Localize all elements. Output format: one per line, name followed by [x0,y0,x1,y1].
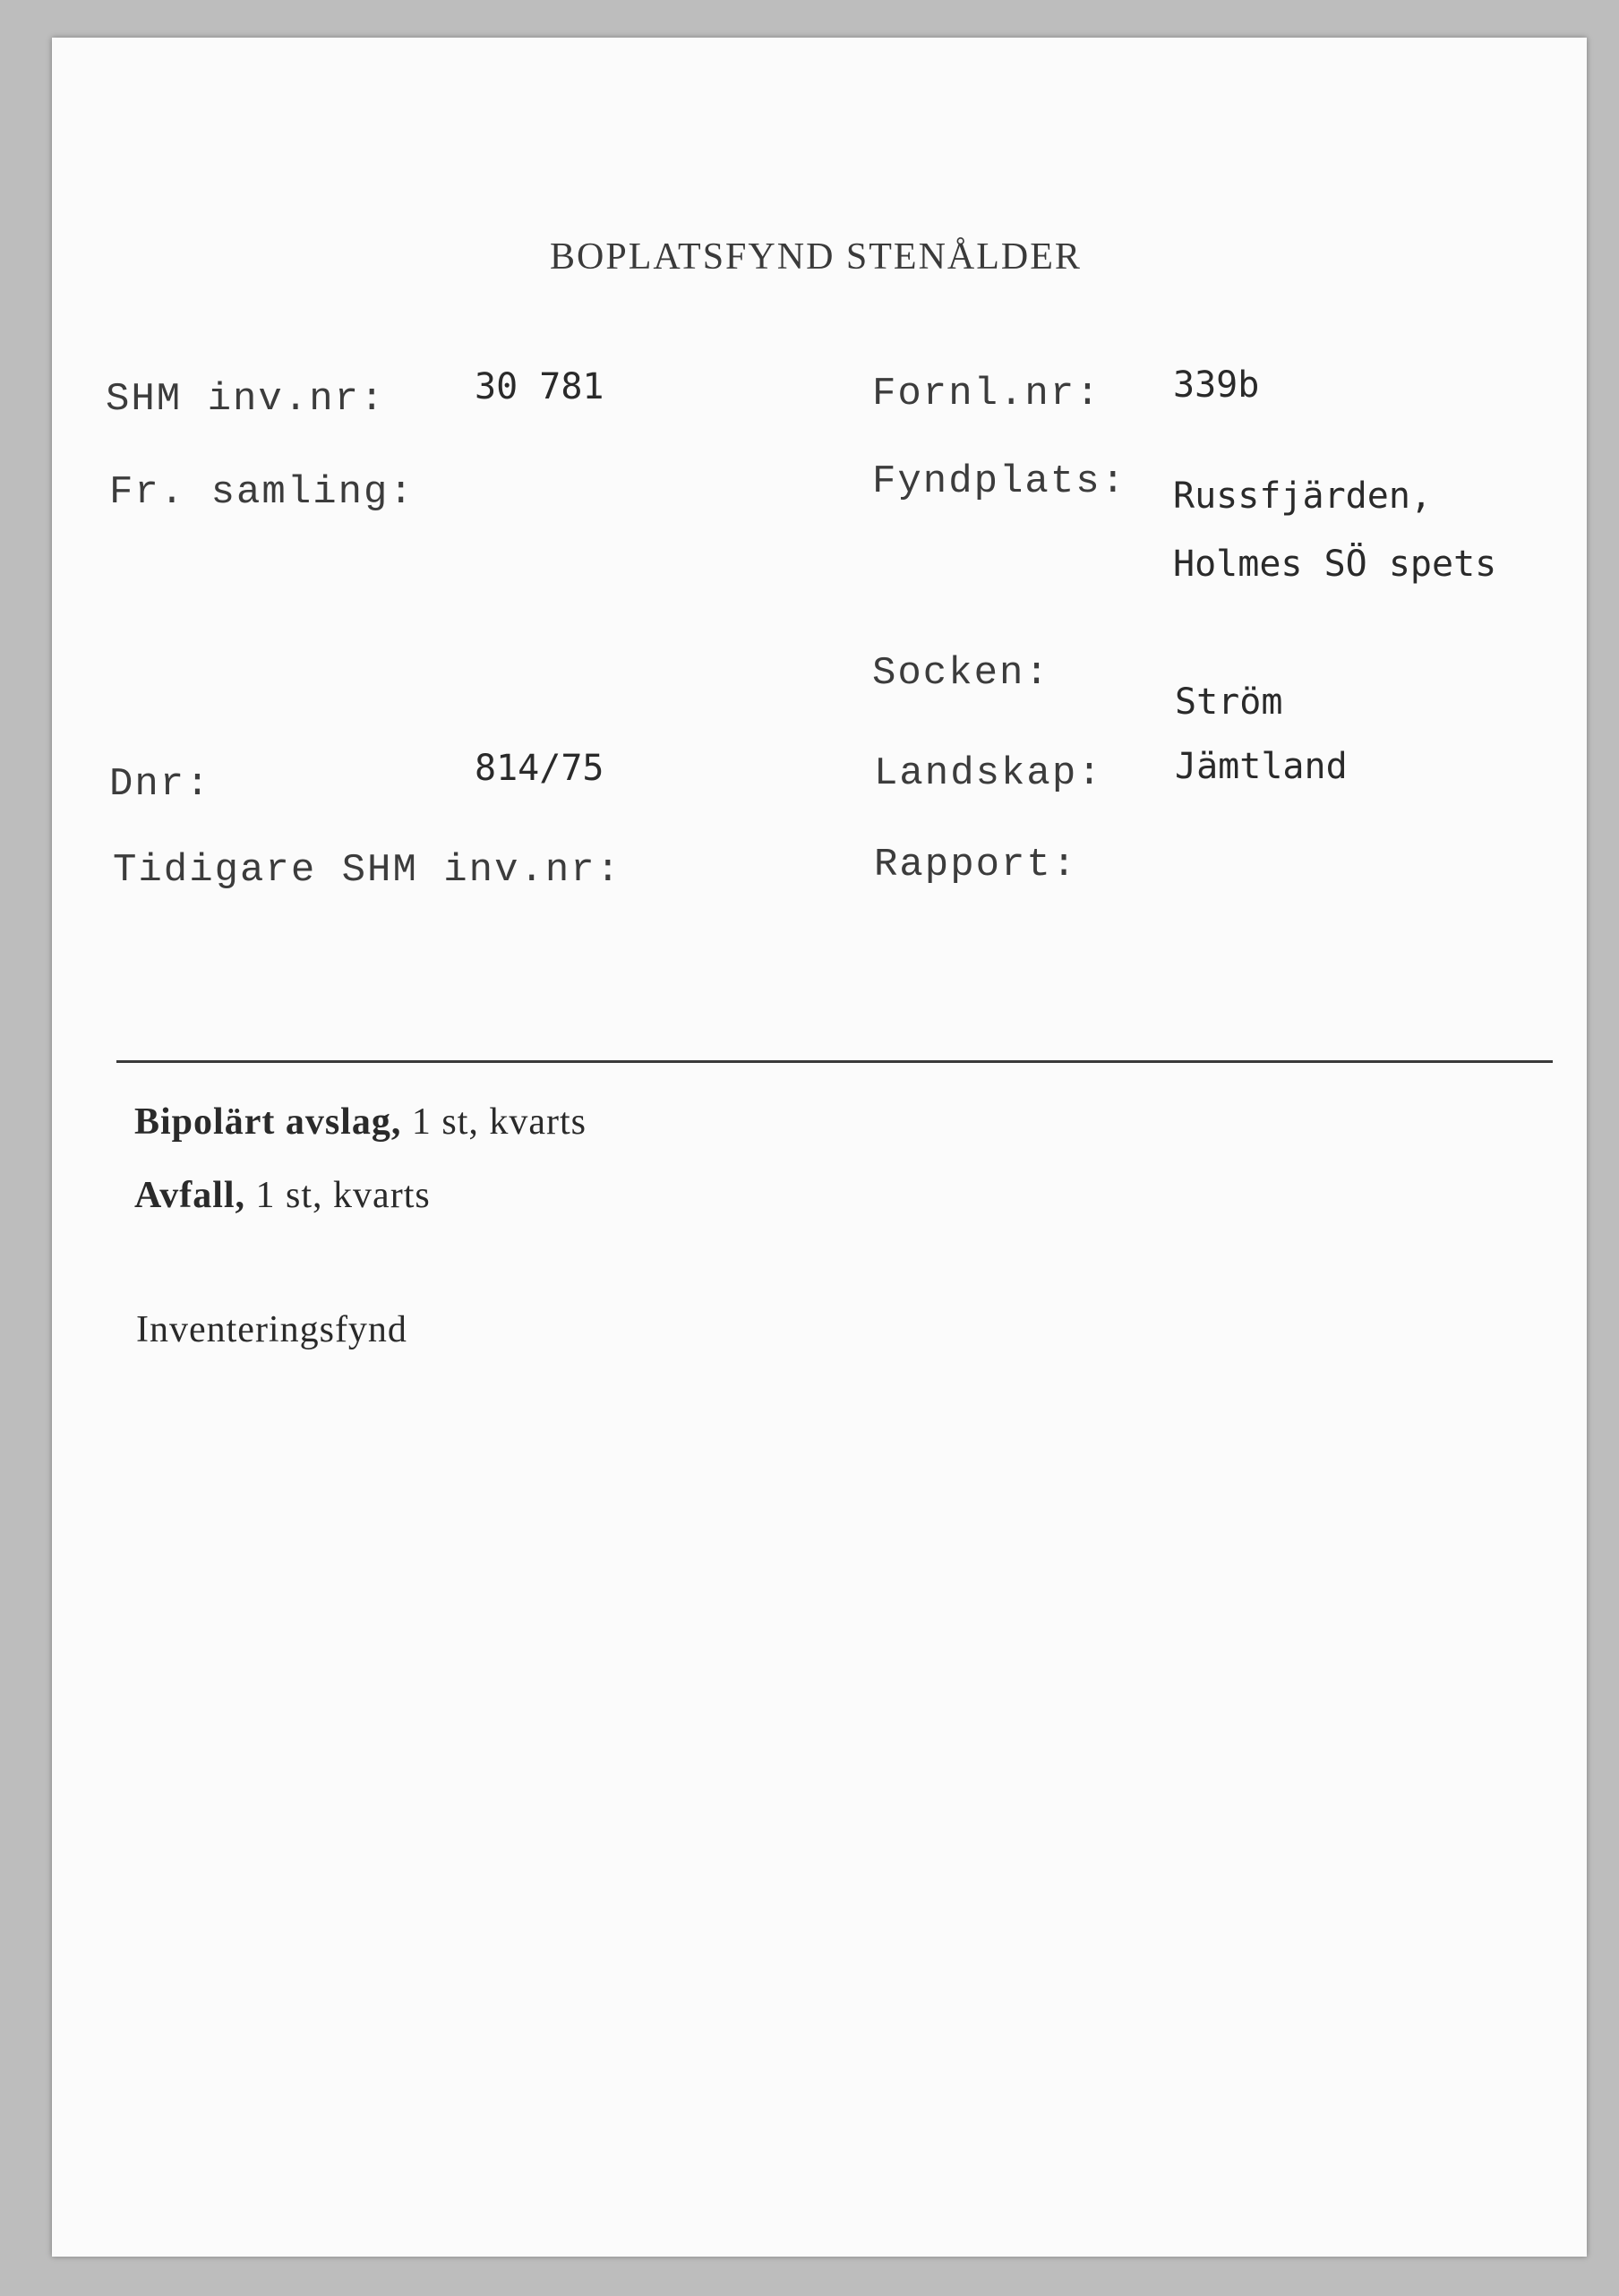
socken-value: Ström [1175,681,1283,723]
card-title: BOPLATSFYND STENÅLDER [550,236,1082,278]
tidigare-shm-inv-nr-label: Tidigare SHM inv.nr: [113,848,622,893]
separator-line [116,1060,1553,1063]
landskap-label: Landskap: [874,751,1103,796]
find-row-2 [134,1177,431,1214]
fr-samling-label: Fr. samling: [109,470,415,515]
find-name-1: Bipolärt avslag, [134,1101,402,1143]
fornl-nr-label: Fornl.nr: [872,372,1101,416]
find-detail-1: 1 st, kvarts [411,1101,587,1143]
fyndplats-value-line2: Holmes SÖ spets [1173,544,1497,585]
find-detail-2: 1 st, kvarts [255,1175,431,1216]
dnr-label: Dnr: [109,762,211,807]
dnr-value: 814/75 [475,748,604,789]
find-row-1 [134,1103,587,1141]
fyndplats-label: Fyndplats: [872,459,1127,504]
find-note: Inventeringsfynd [136,1309,407,1350]
fyndplats-value-line1: Russfjärden, [1173,475,1432,517]
rapport-label: Rapport: [874,843,1078,887]
shm-inv-nr-value: 30 781 [475,366,604,407]
index-card [52,38,1587,2257]
fornl-nr-value: 339b [1173,364,1260,406]
landskap-value: Jämtland [1175,746,1348,787]
socken-label: Socken: [872,651,1050,696]
find-name-2: Avfall, [134,1175,246,1216]
shm-inv-nr-label: SHM inv.nr: [106,377,386,422]
